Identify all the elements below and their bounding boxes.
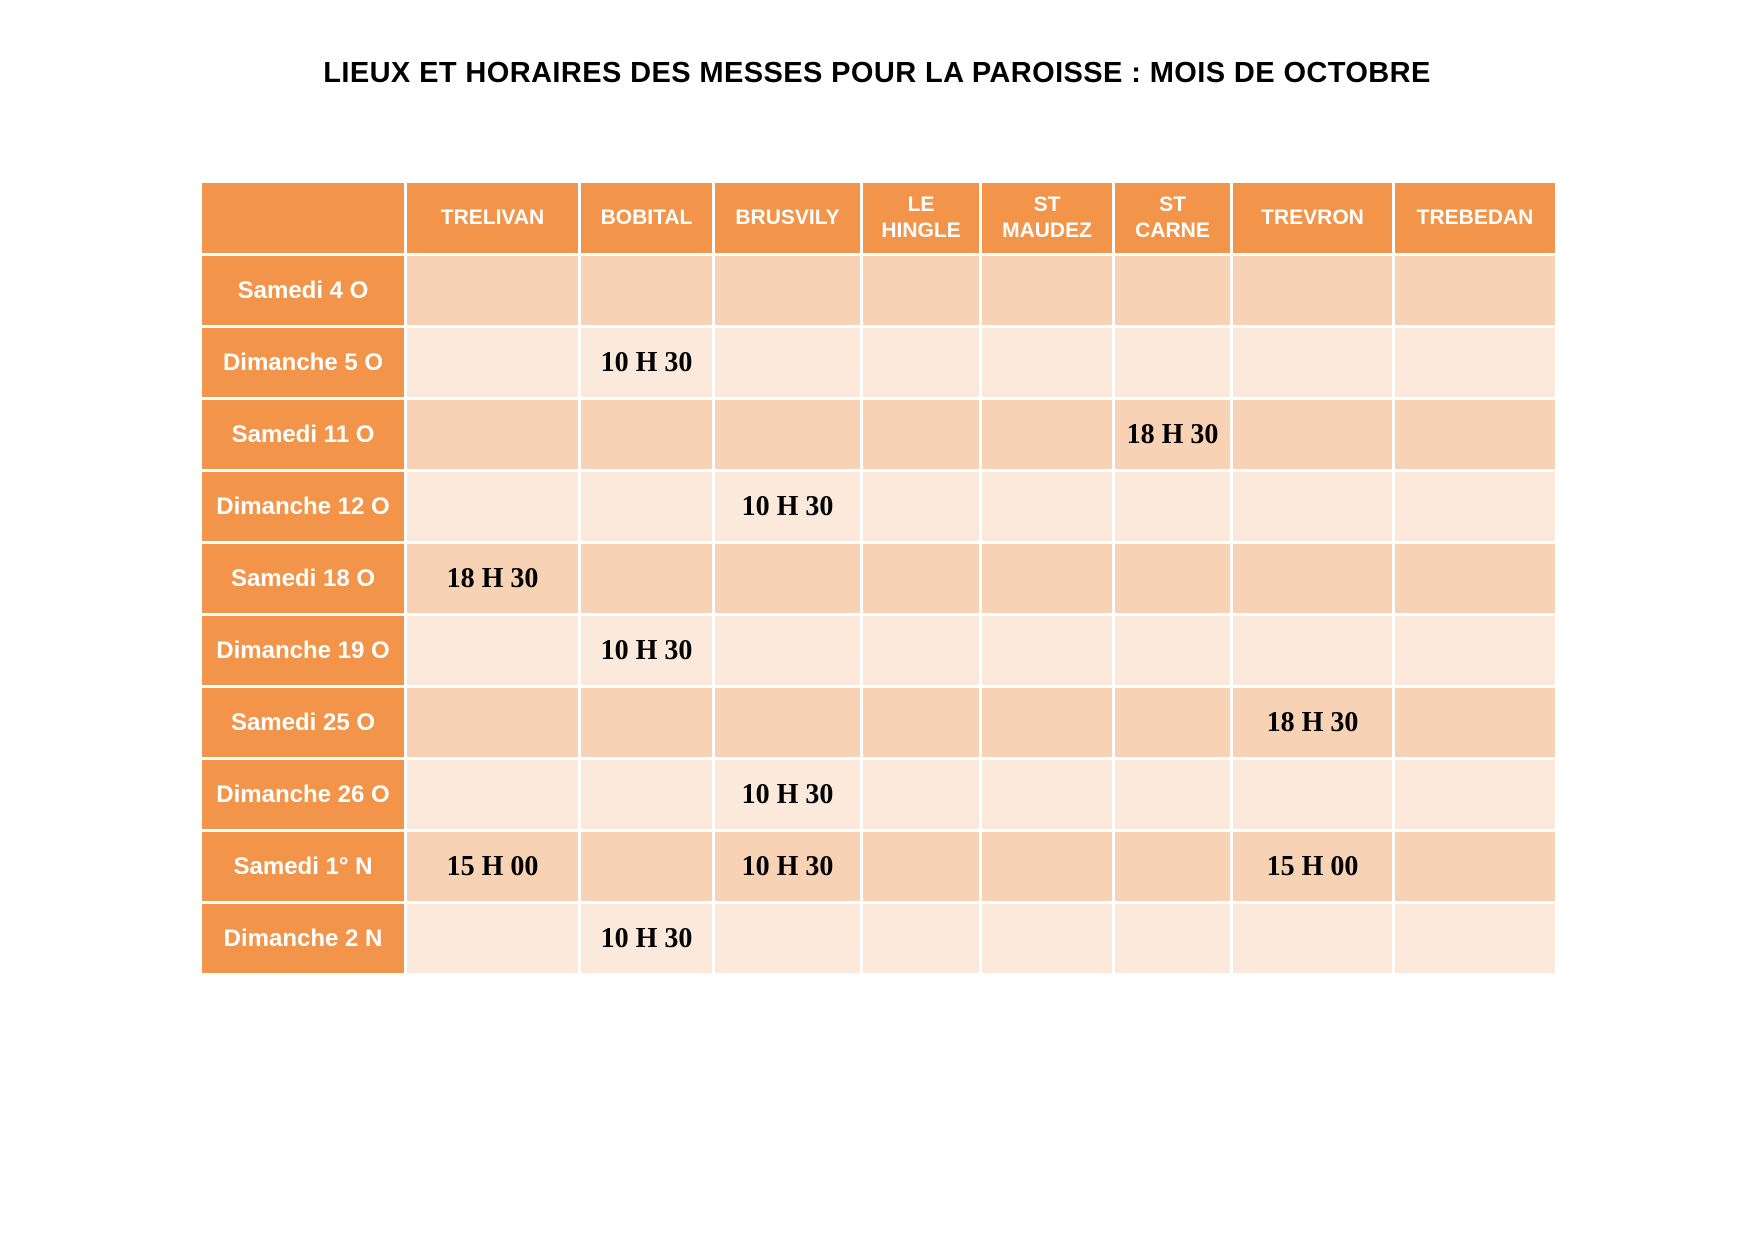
schedule-cell: 10 H 30 <box>714 471 862 543</box>
schedule-cell <box>406 327 580 399</box>
schedule-cell <box>862 903 981 975</box>
schedule-cell: 18 H 30 <box>1232 687 1394 759</box>
column-header-trebedan: TREBEDAN <box>1394 182 1557 255</box>
column-header-st-carne: ST CARNE <box>1114 182 1232 255</box>
schedule-cell <box>406 255 580 327</box>
schedule-cell <box>862 327 981 399</box>
row-label: Dimanche 26 O <box>201 759 406 831</box>
schedule-cell <box>580 255 714 327</box>
schedule-cell <box>580 471 714 543</box>
schedule-cell <box>1394 831 1557 903</box>
table-row-dimanche-5-o <box>201 327 1557 399</box>
schedule-cell <box>862 399 981 471</box>
schedule-cell: 18 H 30 <box>1114 399 1232 471</box>
schedule-cell <box>1394 543 1557 615</box>
table-row-samedi-11-o <box>201 399 1557 471</box>
schedule-cell <box>862 255 981 327</box>
table-row-samedi-18-o <box>201 543 1557 615</box>
schedule-cell <box>1232 399 1394 471</box>
row-label: Dimanche 12 O <box>201 471 406 543</box>
row-label: Dimanche 5 O <box>201 327 406 399</box>
schedule-cell <box>1114 831 1232 903</box>
schedule-cell <box>1232 471 1394 543</box>
schedule-cell <box>1232 327 1394 399</box>
schedule-cell <box>580 399 714 471</box>
schedule-cell <box>1394 687 1557 759</box>
schedule-cell <box>1394 255 1557 327</box>
row-label: Dimanche 19 O <box>201 615 406 687</box>
schedule-cell <box>1232 903 1394 975</box>
schedule-cell <box>406 687 580 759</box>
schedule-cell <box>1232 543 1394 615</box>
schedule-cell <box>1394 471 1557 543</box>
table-row-dimanche-2-n <box>201 903 1557 975</box>
row-label: Samedi 11 O <box>201 399 406 471</box>
schedule-cell <box>580 687 714 759</box>
schedule-cell <box>714 543 862 615</box>
schedule-cell <box>1114 687 1232 759</box>
schedule-cell <box>1394 327 1557 399</box>
schedule-cell <box>580 831 714 903</box>
schedule-cell <box>1114 543 1232 615</box>
schedule-cell <box>1114 255 1232 327</box>
schedule-cell <box>1114 327 1232 399</box>
table-row-dimanche-19-o <box>201 615 1557 687</box>
schedule-cell <box>714 687 862 759</box>
row-label: Samedi 25 O <box>201 687 406 759</box>
corner-cell <box>201 182 406 255</box>
schedule-cell <box>981 327 1114 399</box>
column-header-brusvily: BRUSVILY <box>714 182 862 255</box>
schedule-cell <box>862 759 981 831</box>
schedule-cell <box>406 471 580 543</box>
schedule-cell <box>862 615 981 687</box>
schedule-cell <box>714 903 862 975</box>
schedule-cell <box>714 399 862 471</box>
header-row <box>201 182 1557 255</box>
schedule-cell <box>981 471 1114 543</box>
table-row-samedi-4-o <box>201 255 1557 327</box>
schedule-cell <box>1114 471 1232 543</box>
schedule-cell <box>981 759 1114 831</box>
schedule-cell <box>714 615 862 687</box>
schedule-cell <box>862 471 981 543</box>
schedule-cell <box>1394 399 1557 471</box>
table-row-dimanche-12-o <box>201 471 1557 543</box>
schedule-cell <box>981 543 1114 615</box>
row-label: Samedi 1° N <box>201 831 406 903</box>
mass-schedule-table <box>199 180 1558 976</box>
row-label: Samedi 18 O <box>201 543 406 615</box>
schedule-cell <box>406 903 580 975</box>
row-label: Samedi 4 O <box>201 255 406 327</box>
schedule-cell <box>1394 903 1557 975</box>
schedule-cell <box>714 327 862 399</box>
schedule-cell <box>406 399 580 471</box>
schedule-cell <box>981 903 1114 975</box>
column-header-bobital: BOBITAL <box>580 182 714 255</box>
page-title: LIEUX ET HORAIRES DES MESSES POUR LA PAROISSE : MOIS DE OCTOBRE <box>323 57 1431 89</box>
schedule-cell <box>1394 759 1557 831</box>
table-row-samedi-1-n <box>201 831 1557 903</box>
schedule-cell <box>1394 615 1557 687</box>
column-header-st-maudez: ST MAUDEZ <box>981 182 1114 255</box>
schedule-cell <box>406 759 580 831</box>
column-header-le-hingle: LE HINGLE <box>862 182 981 255</box>
schedule-cell <box>862 831 981 903</box>
schedule-cell <box>1232 255 1394 327</box>
column-header-trevron: TREVRON <box>1232 182 1394 255</box>
schedule-cell <box>981 399 1114 471</box>
schedule-cell <box>981 687 1114 759</box>
schedule-cell <box>981 255 1114 327</box>
schedule-cell: 15 H 00 <box>406 831 580 903</box>
schedule-cell <box>1232 759 1394 831</box>
schedule-cell: 10 H 30 <box>580 327 714 399</box>
schedule-cell: 15 H 00 <box>1232 831 1394 903</box>
schedule-cell <box>981 615 1114 687</box>
schedule-cell <box>406 615 580 687</box>
schedule-cell: 10 H 30 <box>580 615 714 687</box>
schedule-cell <box>1232 615 1394 687</box>
schedule-cell <box>1114 759 1232 831</box>
schedule-cell: 10 H 30 <box>714 831 862 903</box>
schedule-cell <box>714 255 862 327</box>
schedule-cell <box>862 543 981 615</box>
schedule-cell: 10 H 30 <box>580 903 714 975</box>
table-row-samedi-25-o <box>201 687 1557 759</box>
schedule-cell <box>580 543 714 615</box>
column-header-trelivan: TRELIVAN <box>406 182 580 255</box>
schedule-cell <box>1114 615 1232 687</box>
schedule-cell <box>580 759 714 831</box>
schedule-cell: 18 H 30 <box>406 543 580 615</box>
table-row-dimanche-26-o <box>201 759 1557 831</box>
schedule-cell: 10 H 30 <box>714 759 862 831</box>
schedule-cell <box>862 687 981 759</box>
schedule-cell <box>981 831 1114 903</box>
row-label: Dimanche 2 N <box>201 903 406 975</box>
schedule-cell <box>1114 903 1232 975</box>
